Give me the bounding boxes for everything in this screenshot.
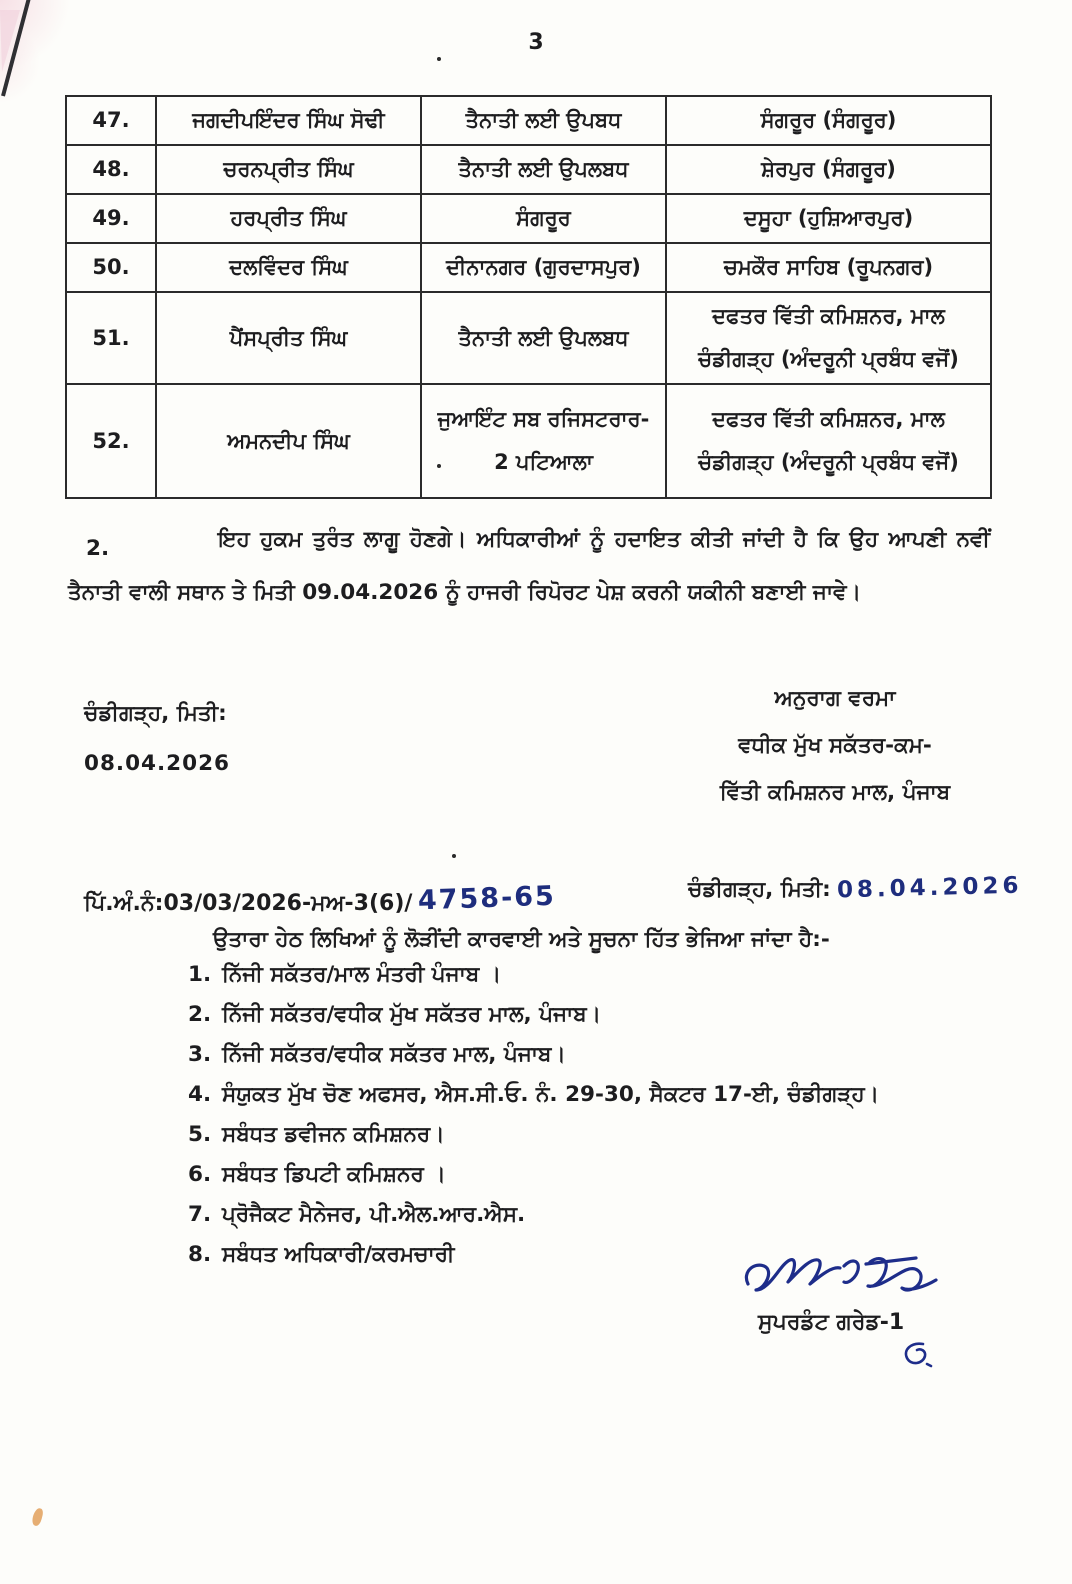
recipient-item xyxy=(188,1003,948,1027)
endorsement-ref-printed: ਪਿੱ.ਅੰ.ਨੰ:03/03/2026-ਮਅ-3(6)/ xyxy=(84,891,413,916)
name-cell: ਜਗਦੀਪਇੰਦਰ ਸਿੰਘ ਸੋਢੀ xyxy=(156,96,421,145)
new-posting-cell: ਦਸੂਹਾ (ਹੁਸ਼ਿਆਰਪੁਰ) xyxy=(666,194,991,243)
paragraph-2-number: 2. xyxy=(86,536,110,561)
name-cell: ਚਰਨਪ੍ਰੀਤ ਸਿੰਘ xyxy=(156,145,421,194)
recipient-number: 5. xyxy=(188,1122,212,1147)
recipient-text: ਸਬੰਧਤ ਡਿਪਟੀ ਕਮਿਸ਼ਨਰ । xyxy=(222,1162,446,1187)
new-posting-cell: ਸੰਗਰੂਰ (ਸੰਗਰੂਰ) xyxy=(666,96,991,145)
recipient-text: ਨਿੱਜੀ ਸਕੱਤਰ/ਵਧੀਕ ਮੁੱਖ ਸਕੱਤਰ ਮਾਲ, ਪੰਜਾਬ। xyxy=(222,1002,602,1027)
recipient-item xyxy=(188,1163,948,1187)
recipient-number: 6. xyxy=(188,1162,212,1187)
issue-place-date-label: ਚੰਡੀਗੜ੍ਹ, ਮਿਤੀ: xyxy=(84,701,227,726)
recipient-item xyxy=(188,1083,948,1107)
paragraph-2-text: ਇਹ ਹੁਕਮ ਤੁਰੰਤ ਲਾਗੂ ਹੋਣਗੇ। ਅਧਿਕਾਰੀਆਂ ਨੂੰ ਹਦਾਇਤ ਕੀਤੀ ਜਾਂਦੀ ਹੈ ਕਿ ਉਹ ਆਪਣੀ ਨਵੀਂ ਤੈਨਾਤੀ ਵਾਲੀ ਸਥਾਨ ਤੇ ਮਿਤੀ 09.04.2026 ਨੂੰ ਹਾਜਰੀ ਰਿਪੋਰਟ ਪੇਸ਼ ਕਰਨੀ ਯਕੀਨੀ ਬਣਾਈ ਜਾਵੇ। xyxy=(68,527,990,605)
recipient-text: ਨਿੱਜੀ ਸਕੱਤਰ/ਵਧੀਕ ਸਕੱਤਰ ਮਾਲ, ਪੰਜਾਬ। xyxy=(222,1042,566,1067)
current-posting-cell: ਸੰਗਰੂਰ xyxy=(421,194,666,243)
new-posting-cell: ਚਮਕੌਰ ਸਾਹਿਬ (ਰੂਪਨਗਰ) xyxy=(666,243,991,292)
recipient-number: 4. xyxy=(188,1082,212,1107)
name-cell: ਪੈਂਸਪ੍ਰੀਤ ਸਿੰਘ xyxy=(156,292,421,384)
sr-no-cell: 50. xyxy=(66,243,156,292)
officer-designation-line2: ਵਿੱਤੀ ਕਮਿਸ਼ਨਰ ਮਾਲ, ਪੰਜਾਬ xyxy=(719,779,951,805)
sr-no-cell: 49. xyxy=(66,194,156,243)
recipient-number: 8. xyxy=(188,1242,212,1267)
sr-no-cell: 47. xyxy=(66,96,156,145)
recipient-text: ਸਬੰਧਤ ਡਵੀਜਨ ਕਮਿਸ਼ਨਰ। xyxy=(222,1122,445,1147)
recipient-item xyxy=(188,1203,948,1227)
endorsement-place-date xyxy=(688,872,1023,904)
table-row xyxy=(66,194,991,243)
current-posting-cell: ਤੈਨਾਤੀ ਲਈ ਉਪਲਬਧ xyxy=(421,292,666,384)
issue-date: 08.04.2026 xyxy=(84,751,231,776)
signature-flourish xyxy=(893,1338,939,1372)
new-posting-cell: ਦਫਤਰ ਵਿੱਤੀ ਕਮਿਸ਼ਨਰ, ਮਾਲ ਚੰਡੀਗੜ੍ਹ (ਅੰਦਰੂਨੀ ਪ੍ਰਬੰਧ ਵਜੋਂ) xyxy=(666,384,991,498)
sr-no-cell: 48. xyxy=(66,145,156,194)
page-number: 3 xyxy=(528,30,544,55)
recipient-text: ਨਿੱਜੀ ਸਕੱਤਰ/ਮਾਲ ਮੰਤਰੀ ਪੰਜਾਬ । xyxy=(222,962,502,987)
recipient-item xyxy=(188,963,948,987)
name-cell: ਹਰਪ੍ਰੀਤ ਸਿੰਘ xyxy=(156,194,421,243)
scan-speck xyxy=(452,854,456,858)
endorsement-ref-handwritten: 4758-65 xyxy=(417,880,557,917)
current-posting-cell: ਜੁਆਇੰਟ ਸਬ ਰਜਿਸਟਰਾਰ- 2 ਪਟਿਆਲਾ xyxy=(421,384,666,498)
recipient-item xyxy=(188,1123,948,1147)
table-row xyxy=(66,243,991,292)
endorsement-date-handwritten: 08.04.2026 xyxy=(836,872,1023,904)
handwritten-signature xyxy=(740,1244,950,1314)
issue-officer-block xyxy=(695,676,975,817)
name-cell: ਅਮਨਦੀਪ ਸਿੰਘ xyxy=(156,384,421,498)
table-row xyxy=(66,384,991,498)
recipients-list xyxy=(188,963,948,1283)
copy-to-intro: ਉਤਾਰਾ ਹੇਠ ਲਿਖਿਆਂ ਨੂੰ ਲੋੜੀਂਦੀ ਕਾਰਵਾਈ ਅਤੇ ਸੂਚਨਾ ਹਿੱਤ ਭੇਜਿਆ ਜਾਂਦਾ ਹੈ:- xyxy=(213,927,830,952)
scan-speck xyxy=(437,464,441,468)
officer-designation-line1: ਵਧੀਕ ਮੁੱਖ ਸਕੱਤਰ-ਕਮ- xyxy=(738,732,932,758)
recipient-number: 2. xyxy=(188,1002,212,1027)
recipient-text: ਸਬੰਧਤ ਅਧਿਕਾਰੀ/ਕਰਮਚਾਰੀ xyxy=(222,1242,455,1267)
recipient-number: 7. xyxy=(188,1202,212,1227)
sr-no-cell: 52. xyxy=(66,384,156,498)
table-row xyxy=(66,96,991,145)
new-posting-cell: ਸ਼ੇਰਪੁਰ (ਸੰਗਰੂਰ) xyxy=(666,145,991,194)
scan-smudge xyxy=(31,1507,44,1527)
table-row xyxy=(66,145,991,194)
recipient-text: ਸੰਯੁਕਤ ਮੁੱਖ ਚੋਣ ਅਫਸਰ, ਐਸ.ਸੀ.ਓ. ਨੰ. 29-30, ਸੈਕਟਰ 17-ਈ, ਚੰਡੀਗੜ੍ਹ। xyxy=(222,1082,880,1107)
recipient-text: ਪ੍ਰੋਜੈਕਟ ਮੈਨੇਜਰ, ਪੀ.ਐਲ.ਆਰ.ਐਸ. xyxy=(222,1202,526,1227)
endorsement-ref-line xyxy=(84,880,557,917)
officer-name: ਅਨੁਰਾਗ ਵਰਮਾ xyxy=(774,686,896,711)
footer-designation: ਸੁਪਰਡੰਟ ਗਰੇਡ-1 xyxy=(758,1310,905,1335)
table-row xyxy=(66,292,991,384)
recipient-number: 3. xyxy=(188,1042,212,1067)
current-posting-cell: ਦੀਨਾਨਗਰ (ਗੁਰਦਾਸਪੁਰ) xyxy=(421,243,666,292)
endorsement-place-date-label: ਚੰਡੀਗੜ੍ਹ, ਮਿਤੀ: xyxy=(688,877,831,902)
recipient-number: 1. xyxy=(188,962,212,987)
transfer-order-table-body xyxy=(66,96,991,498)
current-posting-cell: ਤੈਨਾਤੀ ਲਈ ਉਪਬਧ xyxy=(421,96,666,145)
scan-speck xyxy=(437,57,441,61)
new-posting-cell: ਦਫਤਰ ਵਿੱਤੀ ਕਮਿਸ਼ਨਰ, ਮਾਲ ਚੰਡੀਗੜ੍ਹ (ਅੰਦਰੂਨੀ ਪ੍ਰਬੰਧ ਵਜੋਂ) xyxy=(666,292,991,384)
sr-no-cell: 51. xyxy=(66,292,156,384)
current-posting-cell: ਤੈਨਾਤੀ ਲਈ ਉਪਲਬਧ xyxy=(421,145,666,194)
transfer-order-table xyxy=(65,95,992,499)
recipient-item xyxy=(188,1043,948,1067)
name-cell: ਦਲਵਿੰਦਰ ਸਿੰਘ xyxy=(156,243,421,292)
